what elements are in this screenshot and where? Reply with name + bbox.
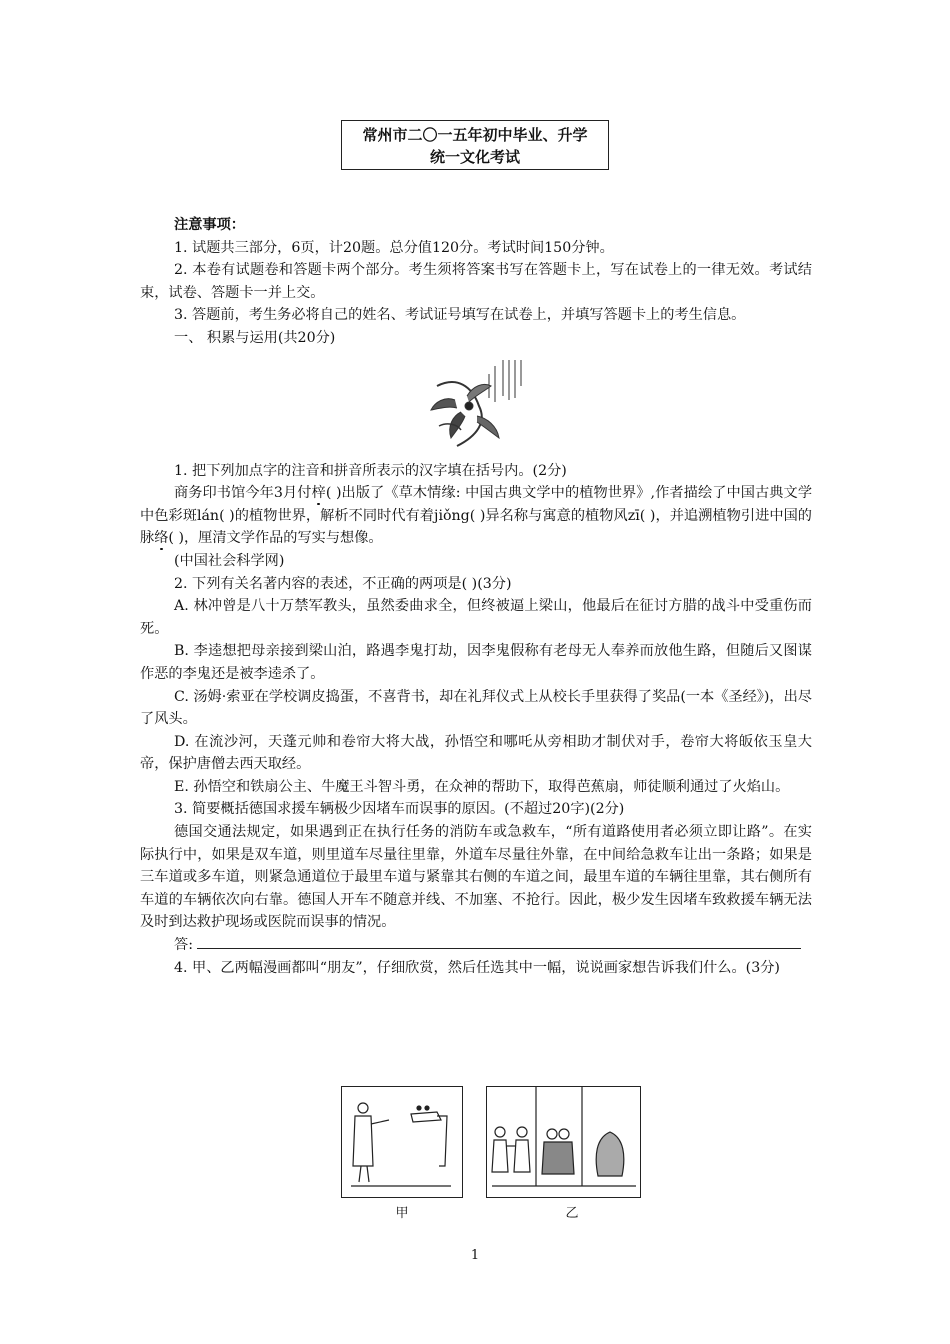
q4-cartoons — [341, 1086, 641, 1221]
q3-answer-label: 答: — [174, 937, 193, 954]
cartoon-b — [486, 1086, 641, 1198]
q2-option-b: B. 李逵想把母亲接到梁山泊，路遇李鬼打劫，因李鬼假称有老母无人奉养而放他生路，但随后又图谋作恶的李鬼还是被李逵杀了。 — [140, 643, 812, 682]
exam-content — [140, 214, 812, 979]
q2-option-a: A. 林冲曾是八十万禁军教头，虽然委曲求全，但终被逼上梁山，他最后在征讨方腊的战斗中受重伤而死。 — [140, 598, 812, 637]
q3-answer-line[interactable] — [197, 934, 801, 949]
q1-text-part3: ( )，厘清文学作品的写实与想像。 — [168, 530, 383, 547]
section-1-heading: 一、 积累与运用(共20分) — [174, 329, 336, 346]
q1-dotted-char-2: 络 — [154, 530, 169, 547]
q2-stem: 2. 下列有关名著内容的表述，不正确的两项是( )(3分) — [174, 575, 512, 592]
exam-title-line2: 统一文化考试 — [429, 148, 520, 166]
q1-text-part1: 商务印书馆今年3月付 — [174, 485, 312, 502]
notice-heading: 注意事项： — [174, 217, 245, 233]
cartoon-a-caption: 甲 — [395, 1206, 409, 1221]
q1-passage — [140, 482, 812, 550]
q3-passage: 德国交通法规定，如果遇到正在执行任务的消防车或急救车，“所有道路使用者必须立即让路”。在实际执行中，如果是双车道，则里道车尽量往里靠，外道车尽量往外靠，在中间给急救车让出一条路；如果是三车道或多车道，则紧急通道位于最里车道与紧靠其右侧的车道之间，最里车道的车辆往里靠，其右侧所有车道的车辆依次向右靠。德国人开车不随意并线、不加塞、不抢行。因此，极少发生因堵车致救援车辆无法及时到达救护现场或医院而误事的情况。 — [140, 824, 812, 931]
q3-stem: 3. 简要概括德国求援车辆极少因堵车而误事的原因。(不超过20字)(2分) — [174, 801, 625, 818]
q1-source: (中国社会科学网) — [174, 552, 285, 569]
q2-option-d: D. 在流沙河，天蓬元帅和卷帘大将大战，孙悟空和哪吒从旁相助才制伏对手，卷帘大将皈依玉皇大帝，保护唐僧去西天取经。 — [140, 733, 812, 773]
flower-ink-painting — [417, 356, 535, 452]
cartoon-b-caption: 乙 — [565, 1206, 579, 1221]
notice-item-1: 1. 试题共三部分，6页，计20题。总分值120分。考试时间150分钟。 — [174, 239, 614, 256]
q1-dotted-char-1: 梓 — [311, 485, 326, 502]
notice-item-3: 3. 答题前，考生务必将自己的姓名、考试证号填写在试卷上，并填写答题卡上的考生信息。 — [174, 307, 746, 324]
notice-item-2: 2. 本卷有试题卷和答题卡两个部分。考生须将答案书写在答题卡上，写在试卷上的一律无效。考试结束，试卷、答题卡一并上交。 — [140, 262, 812, 301]
cartoon-a — [341, 1086, 463, 1198]
page-number: 1 — [470, 1248, 480, 1263]
q1-stem: 1. 把下列加点字的注音和拼音所表示的汉字填在括号内。(2分) — [174, 462, 567, 479]
q2-option-c: C. 汤姆·索亚在学校调皮捣蛋，不喜背书，却在礼拜仪式上从校长手里获得了奖品(一本《圣经》)，出尽了风头。 — [140, 688, 812, 728]
q3-answer-row — [140, 934, 812, 957]
exam-title-line1: 常州市二〇一五年初中毕业、升学 — [362, 126, 588, 144]
q2-option-e: E. 孙悟空和铁扇公主、牛魔王斗智斗勇，在众神的帮助下，取得芭蕉扇，师徒顺利通过了火焰山。 — [174, 778, 790, 795]
exam-title-box — [341, 120, 609, 170]
q1-text-part2: ( )出版了《草木情缘: 中国古典文学中的植物世界》,作者描绘了中国古典文学中色彩斑lán( )的植物世界，解析不同时代有着jiǒng( )异名称与寓意的植物风zī( )，并追溯植物引进中国的脉 — [140, 485, 813, 547]
q4-stem: 4. 甲、乙两幅漫画都叫“朋友”，仔细欣赏，然后任选其中一幅，说说画家想告诉我们什么。(3分) — [174, 959, 780, 976]
